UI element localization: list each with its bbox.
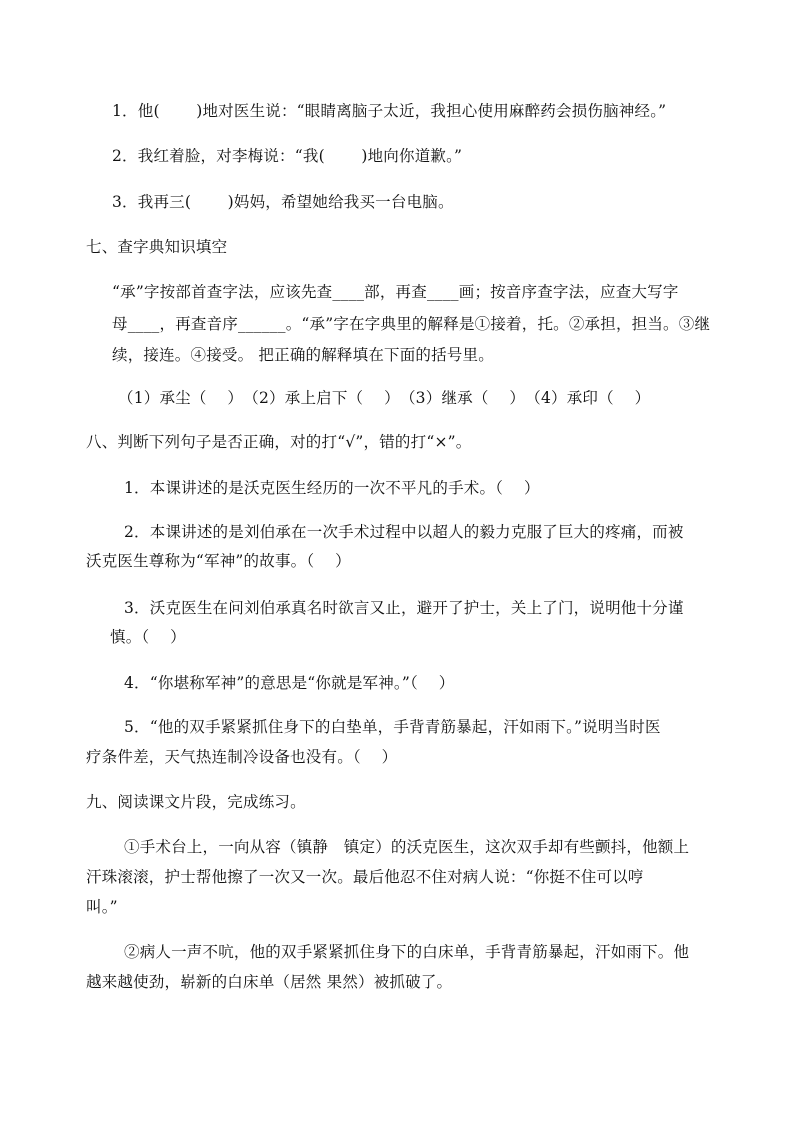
section9-paragraph1-line-2: 汗珠滚滚，护士帮他擦了一次又一次。最后他忍不住对病人说：“你挺不住可以哼: [86, 868, 644, 886]
section7-paragraph-line-1: “承”字按部首查字法，应该先查____部，再查____画；按音序查字法，应查大写字: [112, 283, 679, 301]
section8-item-3-line-1: 3．沃克医生在问刘伯承真名时欲言又止，避开了护士，关上了门，说明他十分谨: [124, 599, 684, 617]
section8-item-2-line-1: 2．本课讲述的是刘伯承在一次手术过程中以超人的毅力克服了巨大的疼痛，而被: [124, 523, 684, 541]
section7-paragraph-line-2: 母____，再查音序______。“承”字在字典里的解释是①接着，托。②承担，担当。③继: [112, 315, 711, 333]
section9-paragraph2-line-1: ②病人一声不吭，他的双手紧紧抓住身下的白床单，手背青筋暴起，汗如雨下。他: [124, 943, 690, 961]
section7-items: （1）承尘（ ） （2）承上启下（ ） （3）继承（ ） （4）承印（ ）: [118, 389, 651, 407]
section6-item-2: 2．我红着脸，对李梅说：“我( )地向你道歉。”: [112, 147, 463, 165]
section8-item-3-line-2: 慎。（ ）: [110, 628, 186, 646]
section8-item-1: 1．本课讲述的是沃克医生经历的一次不平凡的手术。（ ）: [124, 479, 540, 497]
section7-paragraph-line-3: 续，接连。④接受。 把正确的解释填在下面的括号里。: [112, 346, 494, 364]
section9-paragraph1-line-1: ①手术台上，一向从容（镇静 镇定）的沃克医生，这次双手却有些颤抖，他额上: [124, 838, 690, 856]
section8-item-5-line-1: 5．“他的双手紧紧抓住身下的白垫单，手背青筋暴起，汗如雨下。”说明当时医: [124, 718, 661, 736]
section6-item-1: 1．他( )地对医生说：“眼睛离脑子太近，我担心使用麻醉药会损伤脑神经。”: [112, 102, 667, 120]
section8-item-5-line-2: 疗条件差，天气热连制冷设备也没有。（ ）: [86, 748, 398, 766]
section7-title: 七、查字典知识填空: [86, 238, 228, 256]
section8-item-4: 4．“你堪称军神”的意思是“你就是军神。”（ ）: [124, 674, 455, 692]
section6-item-3: 3．我再三( )妈妈，希望她给我买一台电脑。: [112, 193, 454, 211]
section9-title: 九、阅读课文片段，完成练习。: [86, 793, 306, 811]
section9-paragraph2-line-2: 越来越使劲，崭新的白床单（居然 果然）被抓破了。: [86, 973, 453, 991]
section8-title: 八、判断下列句子是否正确，对的打“√”，错的打“×”。: [86, 433, 472, 451]
section9-paragraph1-line-3: 叫。”: [86, 898, 118, 916]
section8-item-2-line-2: 沃克医生尊称为“军神”的故事。（ ）: [86, 552, 351, 570]
